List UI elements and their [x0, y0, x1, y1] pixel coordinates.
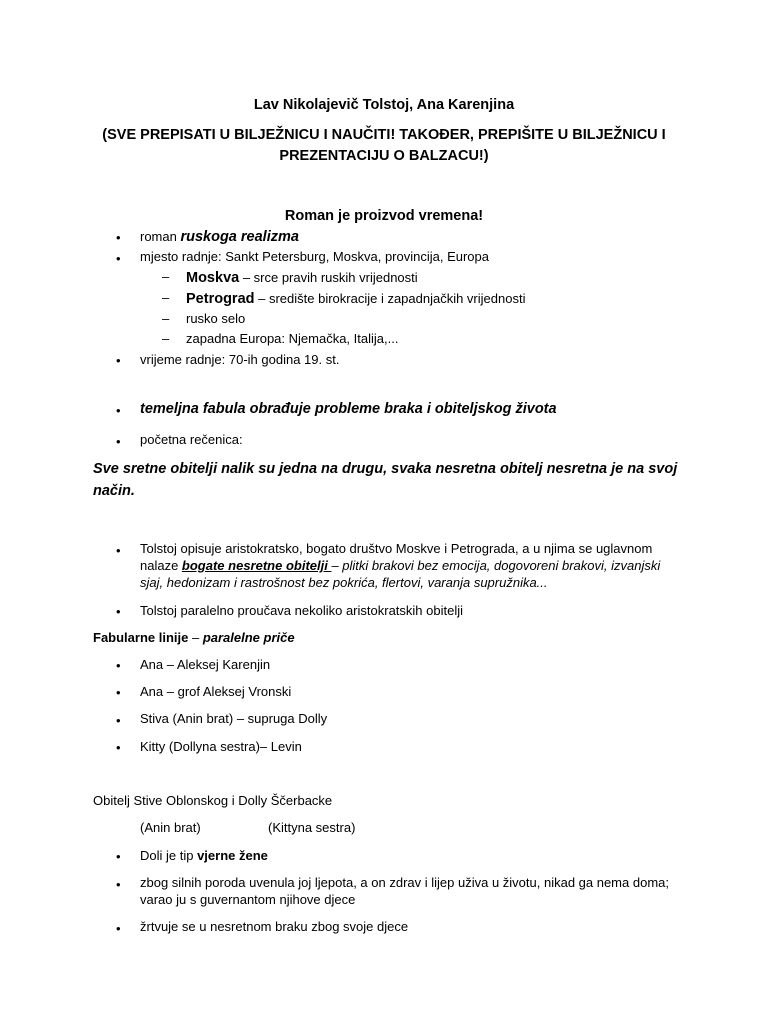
tolstoj-line-1: Tolstoj opisuje aristokratsko, bogato društvo Moskve i Petrograda, a u njima se uglavnom [140, 541, 653, 556]
bullet-icon: • [116, 658, 121, 673]
bullet-icon: • [116, 230, 121, 245]
dash-icon: – [162, 269, 170, 284]
dash-icon: – [162, 331, 170, 346]
bold-run: Moskva [186, 270, 240, 286]
text-run: nalaze [140, 558, 182, 573]
bold-run: Fabularne linije [93, 630, 189, 645]
bullet-icon: • [116, 740, 121, 755]
dolly-item-faithful [140, 847, 268, 864]
bullet-icon: • [116, 353, 121, 368]
bullet-icon: • [116, 604, 121, 619]
bullet-icon: • [116, 543, 121, 558]
sublist-item-village: rusko selo [186, 311, 246, 326]
text-run: – srce pravih ruskih vrijednosti [239, 270, 418, 285]
family-sub-sister: (Kittyna sestra) [268, 820, 356, 835]
emphasis-run: bogate nesretne obitelji [181, 558, 332, 573]
section-heading: Roman je proizvod vremena! [284, 208, 484, 224]
dolly-item-beauty-line-2: varao ju s guvernantom njihove djece [140, 892, 356, 907]
bullet-icon: • [116, 685, 121, 700]
emphasis-run: paralelne priče [202, 630, 295, 645]
dolly-item-beauty-line-1: zbog silnih poroda uvenula joj ljepota, a on zdrav i lijep uživa u životu, nikad ga nema doma; [140, 875, 669, 890]
bullet-icon: • [116, 251, 121, 266]
sublist-item-petrograd [186, 289, 525, 309]
instruction-line-2: PREZENTACIJU O BALZACU!) [279, 148, 489, 164]
italic-run: plitki brakovi bez emocija, dogovoreni brakovi, izvanjski [342, 558, 661, 573]
instruction-line-1: (SVE PREPISATI U BILJEŽNICU I NAUČITI! TAKOĐER, PREPIŠITE U BILJEŽNICU I [102, 127, 666, 143]
bullet-icon: • [116, 849, 121, 864]
fabular-line-item: Ana – Aleksej Karenjin [140, 657, 271, 672]
parallel-item: Tolstoj paralelno proučava nekoliko aristokratskih obitelji [140, 603, 464, 618]
family-sub-brother: (Anin brat) [140, 820, 201, 835]
dash-icon: – [162, 311, 170, 326]
list1-item-roman [140, 227, 299, 247]
quote-line-1: Sve sretne obitelji nalik su jedna na drugu, svaka nesretna obitelj nesretna je na svoj [93, 461, 678, 477]
bullet-icon: • [116, 713, 121, 728]
first-sentence-item: početna rečenica: [140, 432, 243, 447]
text-run: – [331, 558, 343, 573]
list1-item-place: mjesto radnje: Sankt Petersburg, Moskva, provincija, Europa [140, 249, 490, 264]
text-run: roman [140, 229, 181, 244]
document-title: Lav Nikolajevič Tolstoj, Ana Karenjina [253, 97, 515, 113]
bold-run: vjerne žene [197, 848, 268, 863]
bold-run: Petrograd [186, 291, 255, 307]
bullet-icon: • [116, 403, 121, 418]
bullet-icon: • [116, 921, 121, 936]
fabular-line-item: Kitty (Dollyna sestra)– Levin [140, 739, 302, 754]
family-heading: Obitelj Stive Oblonskog i Dolly Ščerbacke [93, 793, 333, 808]
bullet-icon: • [116, 877, 121, 892]
fabular-line-item: Ana – grof Aleksej Vronski [140, 684, 292, 699]
bullet-icon: • [116, 434, 121, 449]
dash-icon: – [162, 290, 170, 305]
text-run: Doli je tip [140, 848, 198, 863]
quote-line-2: način. [93, 483, 135, 499]
list1-item-time: vrijeme radnje: 70-ih godina 19. st. [140, 352, 340, 367]
emphasis-run: ruskoga realizma [180, 229, 299, 245]
fabula-item: temeljna fabula obrađuje probleme braka i obiteljskog života [140, 401, 557, 417]
text-run: – središte birokracije i zapadnjačkih vrijednosti [254, 291, 526, 306]
fabular-heading [93, 629, 295, 646]
tolstoj-line-2 [140, 557, 660, 574]
text-run: – [188, 630, 203, 645]
sublist-item-europe: zapadna Europa: Njemačka, Italija,... [186, 331, 399, 346]
fabular-line-item: Stiva (Anin brat) – supruga Dolly [140, 711, 328, 726]
tolstoj-line-3: sjaj, hedonizam i rastrošnost bez pokrića, flertovi, varanja supružnika... [140, 575, 548, 590]
sublist-item-moskva [186, 268, 418, 288]
dolly-item-sacrifice: žrtvuje se u nesretnom braku zbog svoje djece [140, 919, 409, 934]
